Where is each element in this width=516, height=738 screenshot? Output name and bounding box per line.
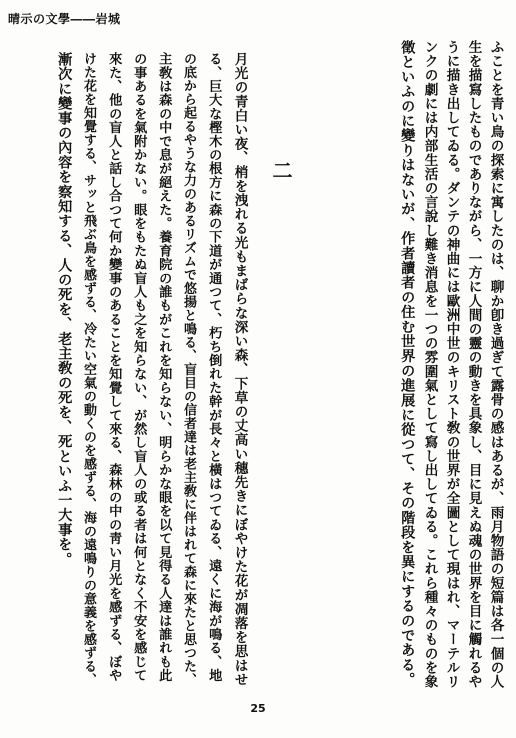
text-column: ふことを青い鳥の探索に寓したのは、聊か卽き過ぎて露骨の感はあるが、雨月物語の短篇は各一個の人 [487, 40, 504, 689]
text-column: 徵といふのに變りはないが、作者讀者の住む世界の進展に從つて、その階段を異にするのである。 [399, 40, 416, 687]
text-column: 主敎は森の中で息が絕えた。養育院の誰もがこれを知らない、明らかな眼を以て見得る人達は誰れも此 [156, 52, 172, 683]
page-number: 25 [250, 702, 266, 715]
text-column: うに描き出してゐる。ダンテの神曲には歐洲中世のキリスト敎の世界が全圖として現はれ、マーテルリ [443, 40, 460, 689]
text-column: 來た、他の盲人と話し合つて何か變事のあることを知覺して來る、森林の中の靑い月光を感ずる、ぼや [106, 52, 122, 683]
running-header: 晴示の文學――岩城 [8, 12, 121, 26]
text-column: の事あるを氣附かない。眼をもたぬ盲人も之を知らない、が然し盲人の或る者は何となく不安を感じて [131, 52, 147, 683]
text-column: けた花を知覺する、サッと飛ぶ鳥を感ずる、冷たい空氣の動くのを感ずる、海の遠鳴りの意義を感ずる、 [81, 52, 96, 687]
text-column: 月光の青白い夜、梢を洩れる光もまばらな深い森、下草の丈高い穗先きにぼやけた花が凋落を思はせ [231, 52, 248, 687]
text-column: る、巨大な樫木の根方に森の下道が通つて、朽ち倒れた幹が長々と橫はつてゐる、遠くに海が鳴る、地 [206, 52, 222, 683]
text-column: の底から起るやうな力のあるリズムで悠揚と鳴る、盲目の信者達は老主敎に伴はれて森に來たと思つた、 [181, 52, 196, 687]
text-column: 漸次に變事の內容を察知する、人の死を、老主敎の死を、死といふ一大事を。 [56, 52, 73, 567]
text-column: ンクの劇には内部生活の言說し難き消息を一つの雰圍氣として寫し出してゐる。これら種々のものを象 [421, 40, 438, 689]
text-column: 生を描寫したものでありながら、一方に人間の靈の動きを具象し、目に見えぬ魂の世界を目に觸れるや [465, 40, 482, 689]
section-number: 二 [269, 160, 293, 180]
